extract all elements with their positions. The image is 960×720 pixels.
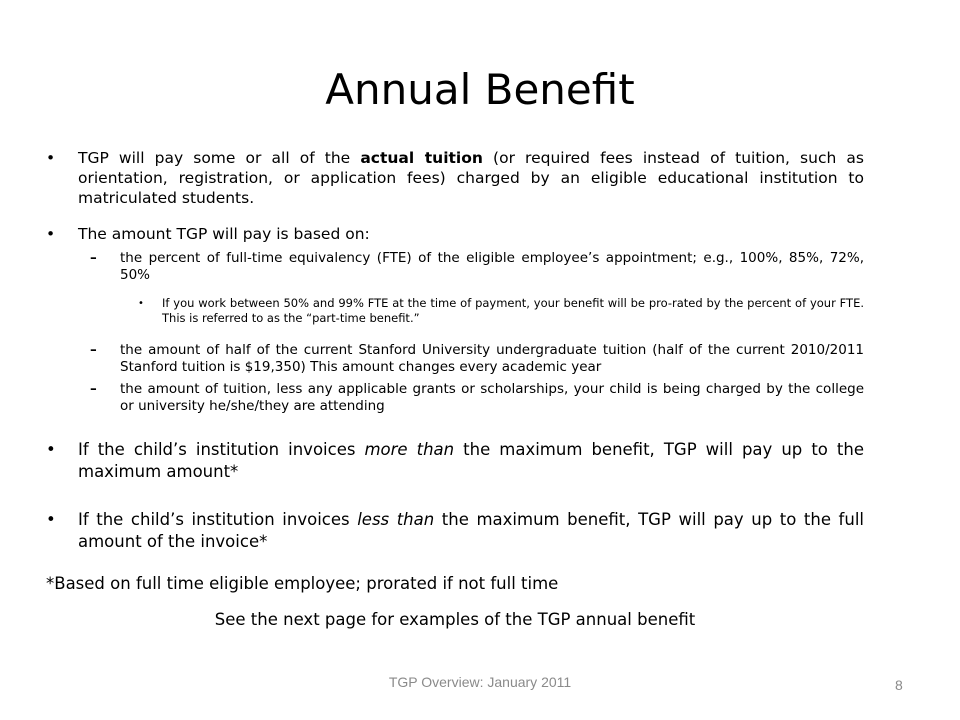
bullet-text-bold: actual tuition <box>360 149 483 167</box>
bullet-actual-tuition <box>46 148 864 208</box>
bullet-text-italic: less than <box>357 510 435 529</box>
slide-body <box>46 148 864 631</box>
sub-bullet-text: the amount of half of the current Stanford University undergraduate tuition (half of the current 2010/2011 Stanford tuition is $19,350) This amount changes every academic year <box>120 342 864 375</box>
bullet-amount-based-on <box>46 224 864 244</box>
footnote: *Based on full time eligible employee; prorated if not full time <box>46 574 559 593</box>
sub-bullet-text: the percent of full-time equivalency (FTE) of the eligible employee’s appointment; e.g., 100%, 85%, 72%, 50% <box>120 250 864 283</box>
sub-sub-bullet-text: If you work between 50% and 99% FTE at the time of payment, your benefit will be pro-rated by the percent of your FTE. This is referred to as the “part-time benefit.” <box>162 296 864 325</box>
dash-marker: – <box>90 250 97 266</box>
bullet-marker: • <box>46 149 56 167</box>
sub-bullet-text: the amount of tuition, less any applicable grants or scholarships, your child is being charged by the college or university he/she/they are attending <box>120 381 864 414</box>
bullet-text-end: (or required fees instead of tuition, such as orientation, registration, or application fees) charged by an eligible educational institution to matriculated students. <box>78 149 864 207</box>
dash-marker: – <box>90 342 97 358</box>
bullet-marker: • <box>46 225 56 243</box>
bullet-more-than <box>46 439 864 483</box>
bullet-marker: • <box>46 440 56 459</box>
page-number: 8 <box>895 677 903 693</box>
sub-bullet-tuition-less-grants <box>46 381 864 415</box>
bullet-marker: • <box>138 298 144 309</box>
bullet-text-italic: more than <box>364 440 455 459</box>
bullet-marker: • <box>46 510 56 529</box>
bullet-text-start: If the child’s institution invoices <box>78 510 358 529</box>
next-page-note: See the next page for examples of the TGP annual benefit <box>214 610 696 629</box>
sub-bullet-fte <box>46 250 864 284</box>
bullet-text-end: the maximum benefit, TGP will pay up to the full amount of the invoice* <box>78 510 864 551</box>
sub-sub-bullet-part-time <box>46 296 864 326</box>
slide-title: Annual Benefit <box>325 65 635 114</box>
bullet-text-start: If the child’s institution invoices <box>78 440 365 459</box>
bullet-text-start: TGP will pay some or all of the <box>78 149 361 167</box>
dash-marker: – <box>90 381 97 397</box>
slide-footer: TGP Overview: January 2011 <box>388 674 572 690</box>
bullet-text-end: the maximum benefit, TGP will pay up to the maximum amount* <box>78 440 864 481</box>
sub-bullet-half-tuition <box>46 342 864 376</box>
bullet-text: The amount TGP will pay is based on: <box>78 225 370 243</box>
bullet-less-than <box>46 509 864 553</box>
